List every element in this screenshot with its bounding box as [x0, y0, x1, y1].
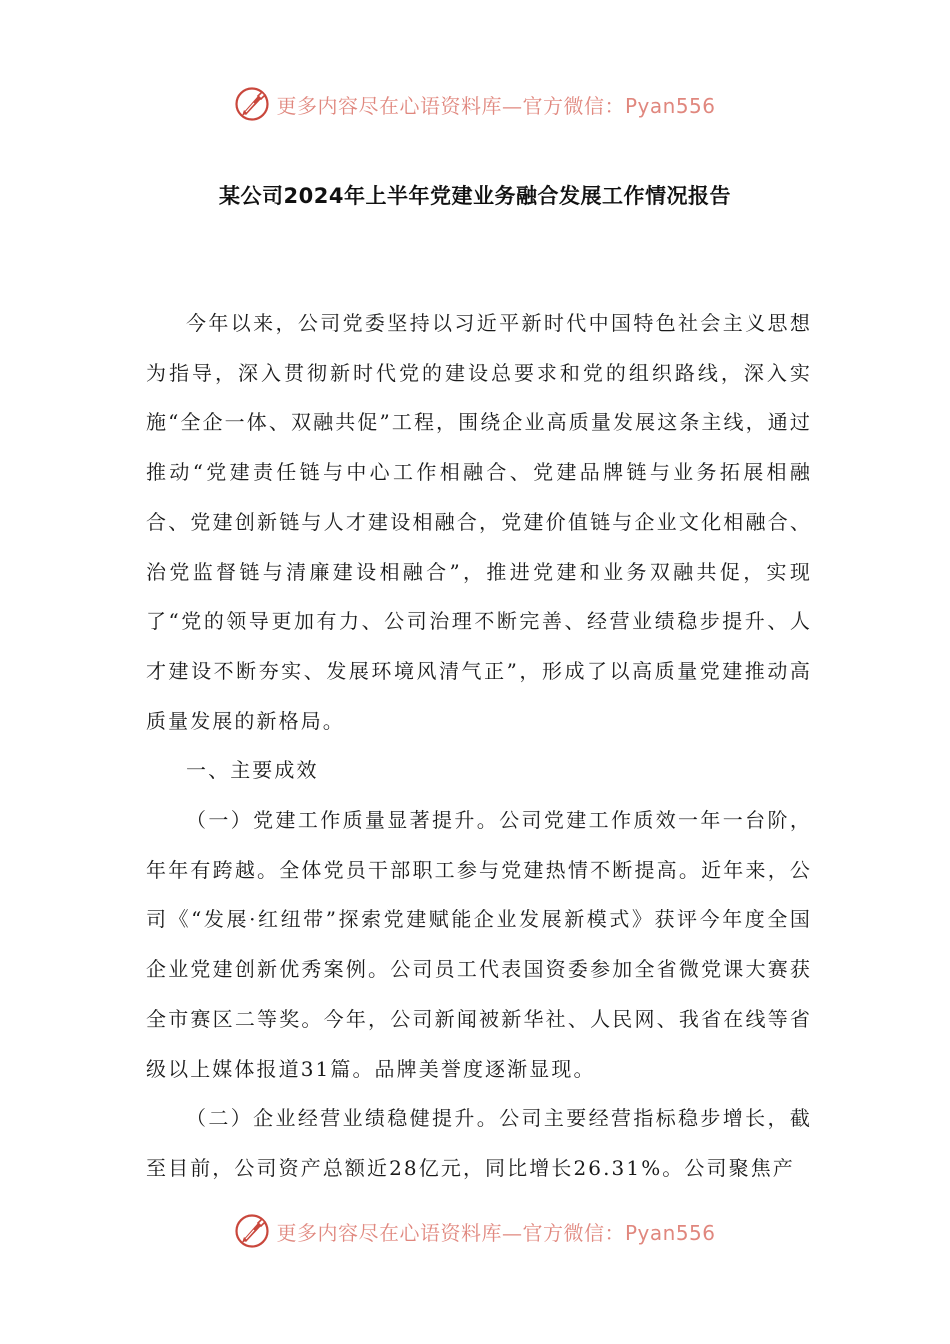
watermark-wechat-id: Pyan556	[624, 93, 716, 118]
document-body	[146, 299, 812, 1194]
section-heading-main-results: 一、主要成效	[186, 758, 319, 783]
watermark-slogan: 更多内容尽在心语资料库—官方微信：	[276, 1220, 625, 1245]
watermark-banner-top	[0, 82, 950, 126]
watermark-slogan: 更多内容尽在心语资料库—官方微信：	[276, 93, 625, 118]
pen-nib-logo-icon	[234, 86, 270, 122]
watermark-wechat-id: Pyan556	[624, 1220, 716, 1245]
watermark-text	[276, 90, 715, 119]
document-title: 某公司2024年上半年党建业务融合发展工作情况报告	[219, 184, 731, 208]
pen-nib-logo-icon	[234, 1213, 270, 1249]
intro-paragraph: 今年以来，公司党委坚持以习近平新时代中国特色社会主义思想为指导，深入贯彻新时代党的建设总要求和党的组织路线，深入实施“全企一体、双融共促”工程，围绕企业高质量发展这条主线，通过推动“党建责任链与中心工作相融合、党建品牌链与业务拓展相融合、党建创新链与人才建设相融合，党建价值链与企业文化相融合、治党监督链与清廉建设相融合”，推进党建和业务双融共促，实现了“党的领导更加有力、公司治理不断完善、经营业绩稳步提升、人才建设不断夯实、发展环境风清气正”，形成了以高质量党建推动高质量发展的新格局。	[146, 311, 812, 733]
watermark-text	[276, 1217, 715, 1246]
paragraph-business-performance: （二）企业经营业绩稳健提升。公司主要经营指标稳步增长，截至目前，公司资产总额近28亿元，同比增长26.31%。公司聚焦产	[146, 1106, 812, 1180]
paragraph-party-building-quality: （一）党建工作质量显著提升。公司党建工作质效一年一台阶，年年有跨越。全体党员干部职工参与党建热情不断提高。近年来，公司《“发展·红纽带”探索党建赋能企业发展新模式》获评今年度全国企业党建创新优秀案例。公司员工代表国资委参加全省微党课大赛获全市赛区二等奖。今年，公司新闻被新华社、人民网、我省在线等省级以上媒体报道31篇。品牌美誉度逐渐显现。	[146, 808, 812, 1081]
watermark-banner-bottom	[0, 1209, 950, 1253]
